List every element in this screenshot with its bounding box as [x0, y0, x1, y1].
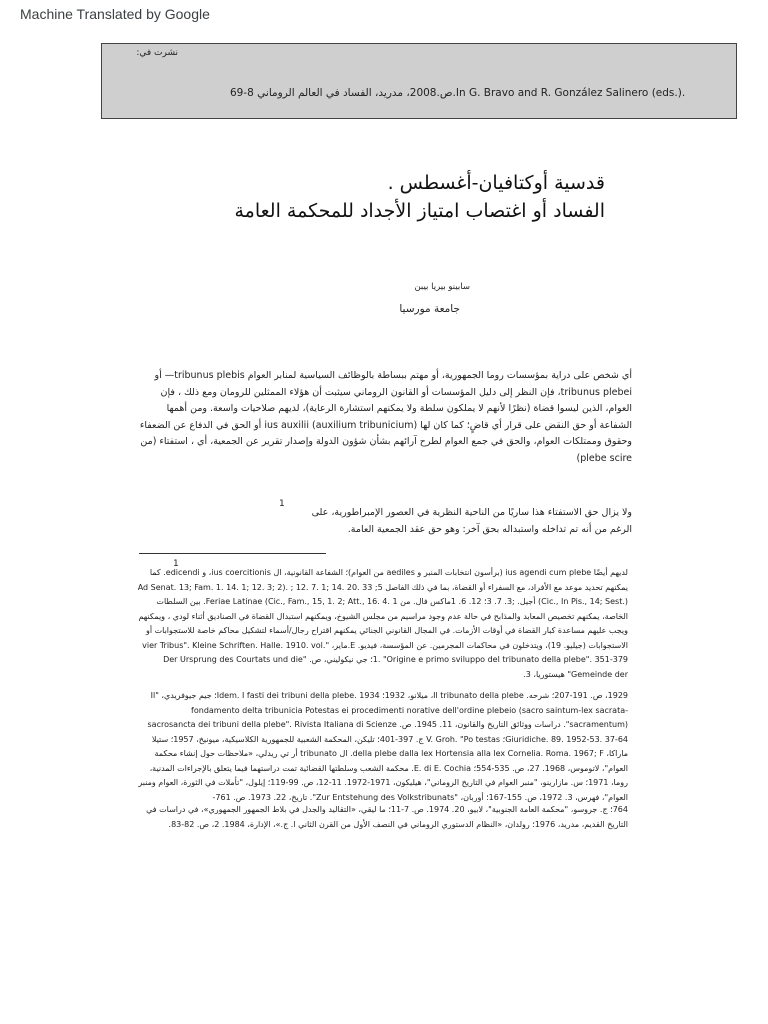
footnote-number: 1 — [173, 559, 179, 569]
footnote-block-2: 1929، ص. 191-207؛ شرحه. Il tribunato della plebe، ميلانو، 1932؛ Idem. I fasti dei tribuni della plebe. 1934؛ جيم جيوفريدي، "Il fondamento delta tribunicia Potestas ei procedimenti norative dell'ordine plebeio (sacro saintum-lex sacrata-sacramentum)". دراسات ووثائق التاريخ والقانون، 11. 1945. ص. sacrosancta dei tribuni della plebe". Rivista Italiana di Scienze Giuridiche. 89. 1952-53. 37-64؛ V. Groh. "Po testas ج. 397-401؛ تليكن، المحكمة الشعبية للجمهورية الكلاسيكية، ميونيخ، 1957؛ ستيلا ماراكا، della plebe dalla lex Hortensia alla lex Cornelia. Roma. 1967; F. ال tribunato أر تي ريدلي، «ملاحظات حول إنشاء محكمة العوام"، لاتوموس، 1968. 27، ص. 535-554؛ E. di E. Cochia. محكمة الشعب وسلطتها القضائية تمت دراستهما فيما يتعلق بالإجراءات المدنية، روما، 1971؛ س. مازارينو، "منبر العوام في التاريخ الروماني"، هيليكون، 1971-1972. 11-12، ص. 99-119؛ إيلول، "تأملات في الثورة، العوام ومنبر العوام"، فهرس، 3. 1972، ص. 155-167؛ أوربان، "Zur Entstehung des Volkstribunats". تاريخ، 22. 1973. ص. 761- — [138, 691, 628, 802]
title-line-2: الفساد أو اغتصاب امتياز الأجداد للمحكمة العامة — [234, 200, 605, 222]
publication-label: نشرت في: — [136, 48, 178, 58]
body-paragraph-1: أي شخص على دراية بمؤسسات روما الجمهورية، أو مهتم ببساطة بالوظائف السياسية لمنابر العوام tribunus plebis— أو tribunus plebei، فإن النظر إلى دليل المؤسسات أو القانون الروماني سيثبت أن هؤلاء الممثلين للرومان ومع ذلك ، فإن العوام، الذين ليسوا قضاة (نظرًا لأنهم لا يملكون سلطة ولا يمكنهم استشارة الرعاية)، لديهم صلاحيات واسعة. ومن أهمها الشفاعة أو حق النقض على قرار أي قاضٍ؛ كما كان لها ius auxilii (auxilium tribunicium) أو الحق في الدفاع عن الضعفاء وحقوق وممتلكات العوام، والحق في جمع العوام لطرح آرائهم بشأن شؤون الدولة وإصدار تقرير عن الجمعية، أي ، استفتاء (من plebe scire) — [139, 370, 632, 464]
publication-info-box — [101, 43, 737, 119]
author-name: سابينو بيريا بيبن — [414, 282, 470, 292]
title-line-1: قدسية أوكتافيان-أغسطس . — [387, 172, 605, 194]
footnote-separator — [139, 553, 326, 554]
machine-translated-label: Machine Translated by Google — [20, 6, 210, 22]
footnote-block-3: 764؛ ج. جروسو، "محكمة العامة الجنوبية"، لابيو، 20. 1974. ص. 7-11؛ ما ليقي، «التقاليد والجدل في بلاط الجمهور الجمهوري»، في دراسات في التاريخ القديم، مدريد، 1976؛ رولدان، «النظام الدستوري الروماني في النصف الأول من القرن الثاني ا. ج.»، الإدارة، 1984. 2، ص. 82-83. — [146, 805, 628, 829]
body-paragraph-2: ولا يزال حق الاستفتاء هذا ساريًا من الناحية النظرية في العصور الإمبراطورية، على الرغم من أنه تم تداخله واستبداله بحق آخر: وهو حق عقد الجمعية العامة. — [311, 507, 632, 535]
author-affiliation: جامعة مورسيا — [399, 303, 460, 315]
footnote-block-1: لديهم أيضًا ius agendi cum plebe (برأسون انتخابات المنبر و aediles من العوام)؛ الشفاعة القانونية، ال ius coercitionis، و edicendi. كما يمكنهم تحديد موعد مع الأفراد، مع السفراء أو القضاة، بما في ذلك الفاصل 5; Ad Senat. 13; Fam. 1. 14. 1; 12. 3; 2). ; 12. 7. 1; 14. 20. 33 (Cic., In Pis., 14; Sest.) أجيل. ;3. 7. 3؛ 12. 6. 1ماكس فال. من Feriae Latinae (Cic., Fam., 15, 1. 2; Att., 16. 4. 1. بين السلطات الخاصة، يمكنهم تخصيص المعابد والمذابح في حالة عدم وجود مراسيم من مجلس الشيوخ، ويمكنهم استبدال القضاة في الصناديق أثناء لودي ، ويمكنهم ويجب عليهم مساعدة كبار القضاة في أوقات الأزمات. في المجال القانوني الجنائي يمكنهم اقتراح رجال/أسماء لتشكيل محاكم خاصة للاستجوابات أو الاستجوابات (جيليو. 19)، ويتدخلون في محاكمات المجرمين. عن المؤسسة، فيديو. E.ماير، "vier Tribus". Kleine Schriften. Halle. 1910. vol. 1. "Origine e primo sviluppo del tribunato della plebe". 351-379؛ جي نيكوليني، ص. "Der Ursprung des Courtats und die Gemeinde der" هيستوريا، 3. — [137, 568, 628, 679]
footnote-reference-marker: 1 — [279, 499, 285, 509]
publication-citation: 69-8 ص.2008، مدريد، الفساد في العالم الروماني.In G. Bravo and R. González Salinero (eds.). — [230, 87, 686, 99]
